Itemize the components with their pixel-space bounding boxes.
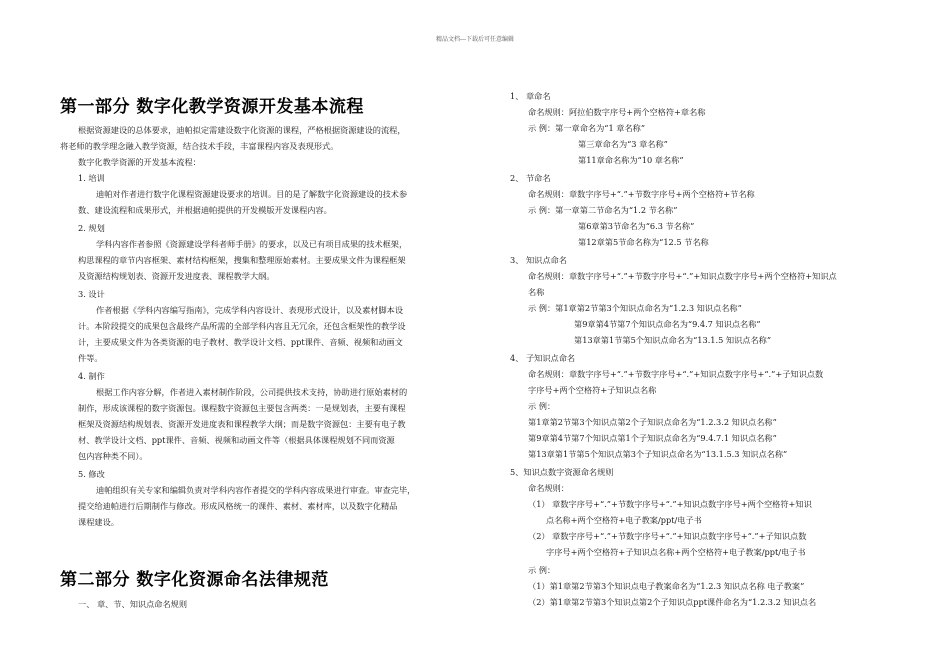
resource-naming-example-2: （2）第1章第2节第3个知识点第2个子知识点ppt课件命名为“1.2.3.2 知识点名 xyxy=(528,597,817,607)
section-4-line-3: 框架及资源结构规划表、资源开发进度表和课程教学大纲；而是数字资源包：主要有电子教 xyxy=(78,419,406,429)
resource-naming-rule-1a: （1） 章数字序号+“.”+节数字序号+“.”+知识点数字序号+两个空格符+知识 xyxy=(528,499,812,509)
chapter-naming-rule: 命名规则：阿拉伯数字序号+两个空格符+章名称 xyxy=(528,107,706,117)
subknowledge-naming-example-1: 第1章第2节第3个知识点第2个子知识点命名为“1.2.3.2 知识点名称” xyxy=(528,417,777,427)
knowledge-naming-example-3: 第13章第1节第5个知识点命名为“13.1.5 知识点名称” xyxy=(574,335,772,345)
subknowledge-naming-example-3: 第13章第1节第5个知识点第3个子知识点命名为“13.1.5.3 知识点名称” xyxy=(528,449,788,459)
section-1-line-2: 数、建设流程和成果形式，并根据迪帕提供的开发模版开发课程内容。 xyxy=(78,205,332,215)
resource-naming-rule-2b: 字序号+两个空格符+子知识点名称+两个空格符+电子教案/ppt/电子书 xyxy=(546,547,806,557)
knowledge-naming-rule-1: 命名规则：章数字序号+“.”+节数字序号+“.”+知识点数字序号+两个空格符+知识点 xyxy=(528,271,837,281)
section-naming-example-2: 第6章第3节命名为“6.3 节名称” xyxy=(578,221,695,231)
section-2-line-3: 及资源结构规划表、资源开发进度表、课程教学大纲。 xyxy=(78,271,275,281)
resource-naming-example-label: 示 例： xyxy=(528,565,556,575)
section-3-line-4: 件等。 xyxy=(78,353,103,363)
section-3-line-2: 计。本阶段提交的成果包含最终产品所需的全部学科内容且无冗余，还包含框架性的教学设 xyxy=(78,321,406,331)
section-4-line-2: 制作，形成该课程的数字资源包。课程数字资源包主要包含两类：一是规划表，主要有课程 xyxy=(78,403,406,413)
resource-naming-rule-2a: （2） 章数字序号+“.”+节数字序号+“.”+知识点数字序号+“.”+子知识点数 xyxy=(528,531,807,541)
section-1-title: 1. 培训 xyxy=(78,173,105,183)
section-naming-example-3: 第12章第5节命名称为“12.5 节名称 xyxy=(578,237,709,247)
section-5-line-2: 提交给迪帕进行后期制作与修改。形成风格统一的课件、素材、素材库，以及数字化精品 xyxy=(78,501,398,511)
section-naming-example-1: 示 例：第一章第二节命名为“1.2 节名称” xyxy=(528,205,678,215)
resource-naming-example-1: （1）第1章第2节第3个知识点电子教案命名为“1.2.3 知识点名称 电子教案” xyxy=(528,581,805,591)
section-2-title: 2. 规划 xyxy=(78,223,105,233)
intro-line-2: 将老师的教学理念融入教学资源，结合技术手段，丰富课程内容及表现形式。 xyxy=(60,141,339,151)
chapter-naming-example-2: 第三章命名为“3 章名称” xyxy=(578,139,668,149)
intro-line-3: 数字化教学资源的开发基本流程： xyxy=(78,157,201,167)
subknowledge-naming-example-2: 第9章第4节第7个知识点第1个子知识点命名为“9.4.7.1 知识点名称” xyxy=(528,433,777,443)
subknowledge-naming-example-label: 示 例： xyxy=(528,401,556,411)
section-5-title: 5. 修改 xyxy=(78,469,105,479)
chapter-naming-example-1: 示 例：第一章命名为“1 章名称” xyxy=(528,123,646,133)
section-3-line-1: 作者根据《学科内容编写指南》，完成学科内容设计、表现形式设计，以及素材脚本设 xyxy=(96,305,404,315)
section-5-line-3: 课程建设。 xyxy=(78,517,119,527)
knowledge-naming-rule-2: 名称 xyxy=(528,287,545,297)
section-4-line-5: 包内容种类不同）。 xyxy=(78,451,148,461)
subknowledge-naming-rule-2: 字序号+两个空格符+子知识点名称 xyxy=(528,385,657,395)
resource-naming-rule-1b: 点名称+两个空格符+电子教案/ppt/电子书 xyxy=(546,515,702,525)
section-2-line-1: 学科内容作者参照《资源建设学科者师手册》的要求，以及已有项目成果的技术框架， xyxy=(96,239,408,249)
section-4-line-1: 根据工作内容分解，作者进入素材制作阶段，公司提供技术支持，协助进行原始素材的 xyxy=(96,387,408,397)
section-4-title: 4. 制作 xyxy=(78,371,105,381)
knowledge-naming-example-1: 示 例：第1章第2节第3个知识点命名为“1.2.3 知识点名称” xyxy=(528,303,742,313)
section-2-line-2: 构思课程的章节内容框架、素材结构框架，搜集和整理原始素材。主要成果文件为课程框架 xyxy=(78,255,406,265)
section-3-title: 3. 设计 xyxy=(78,289,105,299)
chapter-naming-heading: 1、 章命名 xyxy=(510,91,551,101)
section-4-line-4: 材、教学设计文档、ppt课件、音频、视频和动画文件等（根据具体课程规划不同而资源 xyxy=(78,435,395,445)
knowledge-naming-heading: 3、 知识点命名 xyxy=(510,255,567,265)
section-3-line-3: 计，主要成果文件为各类资源的电子教材、教学设计文档、ppt课件、音频、视频和动画文 xyxy=(78,337,403,347)
resource-naming-heading: 5、知识点数字资源命名规则 xyxy=(510,467,614,477)
knowledge-naming-example-2: 第9章第4节第7个知识点命名为“9.4.7 知识点名称” xyxy=(574,319,761,329)
part2-item-1: 一、 章、节、知识点命名规则 xyxy=(78,599,188,609)
subknowledge-naming-heading: 4、 子知识点命名 xyxy=(510,353,576,363)
subknowledge-naming-rule-1: 命名规则：章数字序号+“.”+节数字序号+“.”+知识点数字序号+“.”+子知识点数 xyxy=(528,369,824,379)
resource-naming-rule-label: 命名规则： xyxy=(528,483,569,493)
chapter-naming-example-3: 第11章命名称为“10 章名称” xyxy=(578,155,684,165)
section-naming-heading: 2、 节命名 xyxy=(510,173,551,183)
section-1-line-1: 迪帕对作者进行数字化课程资源建设要求的培训。目的是了解数字化资源建设的技术参 xyxy=(96,189,408,199)
part1-title: 第一部分 数字化教学资源开发基本流程 xyxy=(60,97,364,117)
section-5-line-1: 迪帕组织有关专家和编辑负责对学科内容作者提交的学科内容成果进行审查。审查完毕， xyxy=(96,485,416,495)
page-header: 精品文档---下载后可任意编辑 xyxy=(435,36,515,43)
section-naming-rule: 命名规则：章数字序号+“.”+节数字序号+两个空格符+节名称 xyxy=(528,189,755,199)
part2-title: 第二部分 数字化资源命名法律规范 xyxy=(60,570,329,590)
intro-line-1: 根据资源建设的总体要求，迪帕拟定需建设数字化资源的课程，严格根据资源建设的流程， xyxy=(78,125,406,135)
